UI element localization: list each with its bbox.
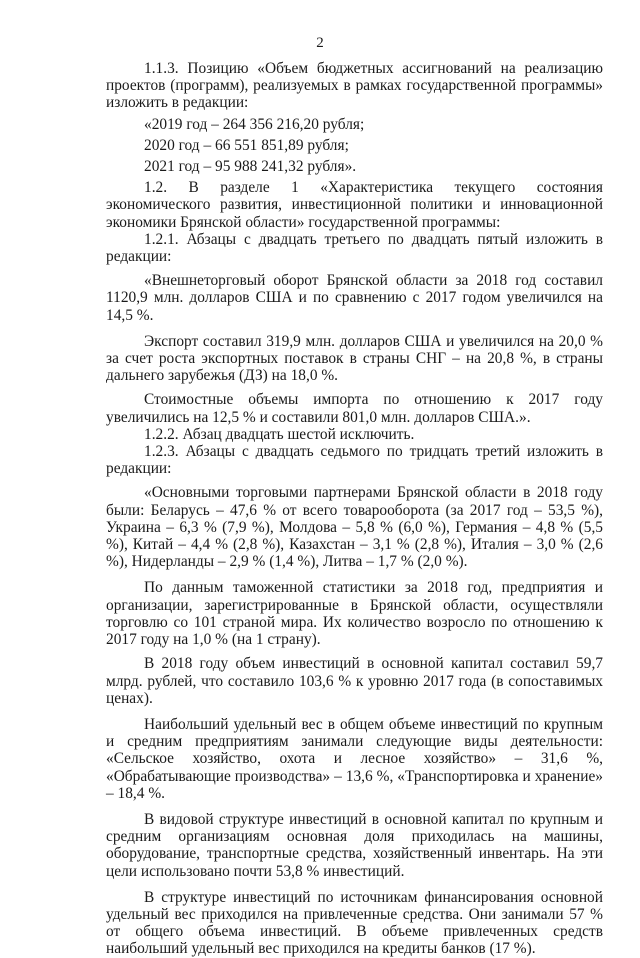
paragraph: 1.2. В разделе 1 «Характеристика текущего состояния экономического развития, инвестиционной политики и инновационной экономики Брянской области» государственной программы: <box>106 179 603 231</box>
paragraph: 2021 год – 95 988 241,32 рубля». <box>144 158 357 176</box>
paragraph: В 2018 году объем инвестиций в основной капитал составил 59,7 млрд. рублей, что составило 103,6 % к уровню 2017 года (в сопоставимых ценах). <box>106 655 603 707</box>
paragraph: По данным таможенной статистики за 2018 год, предприятия и организации, зарегистрированные в Брянской области, осуществляли торговлю со 101 страной мира. Их количество возросло по отношению к 2017 году на 1,0 % (на 1 страну). <box>106 579 603 649</box>
paragraph: 1.2.3. Абзацы с двадцать седьмого по тридцать третий изложить в редакции: <box>106 443 603 478</box>
paragraph: 2020 год – 66 551 851,89 рубля; <box>144 136 349 154</box>
paragraph: 1.1.3. Позицию «Объем бюджетных ассигнований на реализацию проектов (программ), реализуемых в рамках государственной программы» изложить в редакции: <box>106 60 603 112</box>
page-number: 2 <box>316 35 324 51</box>
paragraph: «Внешнеторговый оборот Брянской области за 2018 год составил 1120,9 млн. долларов США и по сравнению с 2017 годом увеличился на 14,5 %. <box>106 272 603 324</box>
document-body <box>106 60 603 958</box>
paragraph: Наибольший удельный вес в общем объеме инвестиций по крупным и средним предприятиям занимали следующие виды деятельности: «Сельское хозяйство, охота и лесное хозяйство» – 31,6 %, «Обрабатывающие производства» – 13,6 %, «Транспортировка и хранение» – 18,4 %. <box>106 715 603 802</box>
paragraph: Стоимостные объемы импорта по отношению к 2017 году увеличились на 12,5 % и составили 801,0 млн. долларов США.». <box>106 391 603 426</box>
paragraph: «2019 год – 264 356 216,20 рубля; <box>144 115 365 133</box>
paragraph: 1.2.2. Абзац двадцать шестой исключить. <box>144 425 415 443</box>
paragraph: Экспорт составил 319,9 млн. долларов США и увеличился на 20,0 % за счет роста экспортных поставок в страны СНГ – на 20,8 %, в страны дальнего зарубежья (ДЗ) на 18,0 %. <box>106 332 603 385</box>
paragraph: «Основными торговыми партнерами Брянской области в 2018 году были: Беларусь – 47,6 % от всего товарооборота (за 2017 год – 53,5 %), Украина – 6,3 % (7,9 %), Молдова – 5,8 % (6,0 %), Германия – 4,8 % (5,5 %), Китай – 4,4 % (2,8 %), Казахстан – 3,1 % (2,8 %), Италия – 3,0 % (2,6 %), Нидерланды – 2,9 % (1,4 %), Литва – 1,7 % (2,0 %). <box>106 484 603 571</box>
paragraph: В видовой структуре инвестиций в основной капитал по крупным и средним организациям основная доля приходилась на машины, оборудование, транспортные средства, хозяйственный инвентарь. На эти цели использовано почти 53,8 % инвестиций. <box>106 810 603 880</box>
paragraph: 1.2.1. Абзацы с двадцать третьего по двадцать пятый изложить в редакции: <box>106 230 603 266</box>
paragraph: В структуре инвестиций по источникам финансирования основной удельный вес приходился на привлеченные средства. Они занимали 57 % от общего объема инвестиций. В объеме привлеченных средств наибольший удельный вес приходился на кредиты банков (17 %). <box>106 888 603 958</box>
